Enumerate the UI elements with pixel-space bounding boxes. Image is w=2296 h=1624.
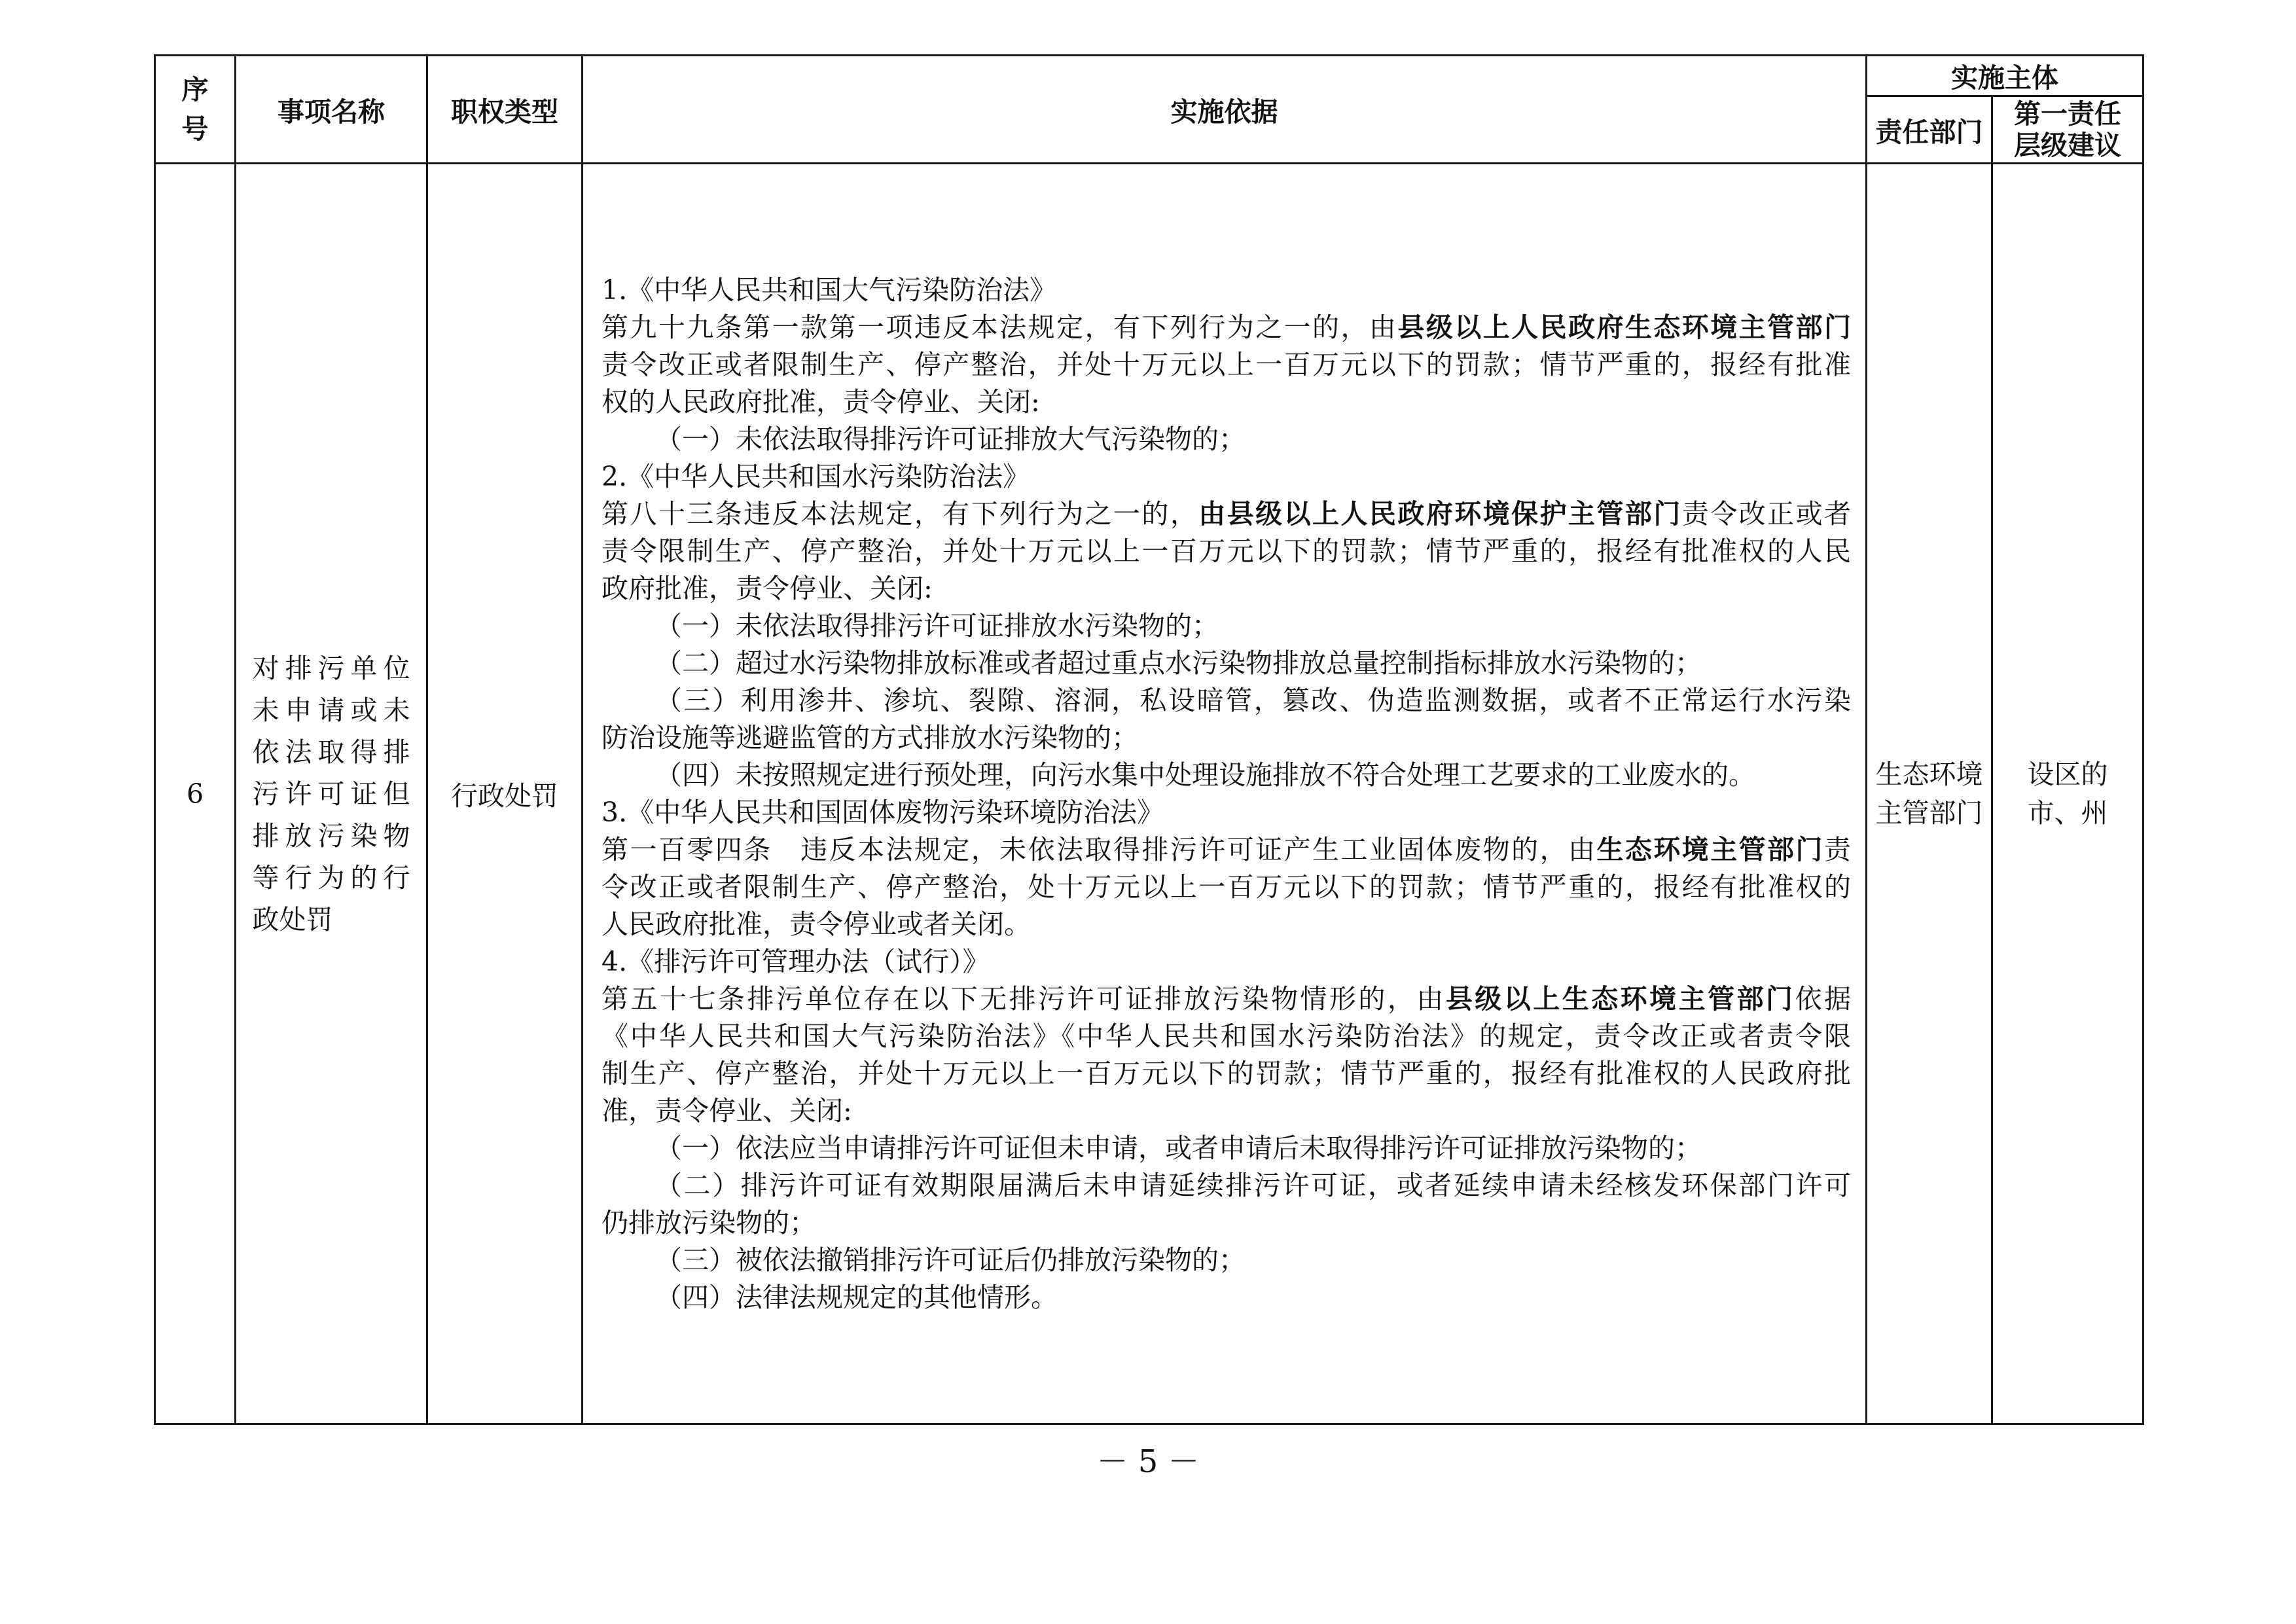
- authority-highlight: 县级以上生态环境主管部门: [1445, 983, 1795, 1015]
- header-item-name: 事项名称: [236, 56, 427, 164]
- header-level: [1992, 96, 2144, 164]
- article-text: 第九十九条第一款第一项违反本法规定，有下列行为之一的，由: [601, 311, 1398, 343]
- clause-text: （一）未依法取得排污许可证排放大气污染物的；: [655, 423, 1246, 455]
- clause-line: [601, 757, 1851, 794]
- article-text: 人民政府批准，责令停业或者关闭。: [601, 908, 1031, 940]
- article-line: [601, 496, 1851, 533]
- article-text: 制生产、停产整治，并处十万元以上一百万元以下的罚款；情节严重的，报经有批准权的人民政府批: [601, 1057, 1851, 1089]
- item-name-text: 对排污单位未申请或未依法取得排污许可证但排放污染物等行为的行政处罚: [252, 652, 410, 935]
- clause-line: [601, 1167, 1851, 1204]
- authority-highlight: 由县级以上人民政府环境保护主管部门: [1198, 497, 1682, 530]
- clause-line: [601, 1279, 1851, 1316]
- article-line: [601, 1055, 1851, 1092]
- dept-text: 生态环境主管部门: [1875, 758, 1983, 829]
- header-dept: 责任部门: [1867, 96, 1992, 164]
- header-seq-label: 序号: [181, 74, 209, 145]
- law-title: [601, 272, 1851, 309]
- clause-text: （二）排污许可证有效期限届满后未申请延续排污许可证，或者延续申请未经核发环保部门许可: [655, 1169, 1851, 1201]
- article-line: [601, 570, 1851, 607]
- article-line: [601, 533, 1851, 570]
- page-number: － 5 －: [1096, 1443, 1200, 1480]
- article-line: [601, 981, 1851, 1018]
- article-text: 责令改正或者限制生产、停产整治，并处十万元以上一百万元以下的罚款；情节严重的，报经有批准: [601, 348, 1851, 380]
- header-power-type: 职权类型: [427, 56, 583, 164]
- article-text: 依据: [1795, 983, 1852, 1015]
- article-line: [601, 1018, 1851, 1055]
- law-title: [601, 943, 1851, 981]
- clause-line: [601, 645, 1851, 682]
- article-line: [601, 831, 1851, 869]
- article-text: 权的人民政府批准，责令停业、关闭:: [601, 386, 1040, 418]
- cell-dept: [1867, 164, 1992, 1424]
- article-line: [601, 346, 1851, 384]
- law-title-text: 4.《排污许可管理办法（试行）》: [601, 945, 990, 977]
- article-line: [601, 384, 1851, 421]
- clause-line: [601, 1204, 1851, 1242]
- header-basis: 实施依据: [583, 56, 1867, 164]
- cell-level: [1992, 164, 2144, 1424]
- article-text: 责令改正或者: [1681, 497, 1852, 530]
- clause-text: （四）未按照规定进行预处理，向污水集中处理设施排放不符合处理工艺要求的工业废水的。: [655, 759, 1755, 791]
- article-text: 政府批准，责令停业、关闭:: [601, 572, 933, 604]
- article-text: 第五十七条排污单位存在以下无排污许可证排放污染物情形的，由: [601, 983, 1446, 1015]
- article-line: [601, 1092, 1851, 1130]
- clause-line: [601, 682, 1851, 719]
- clause-line: [601, 719, 1851, 757]
- cell-item-name: [236, 164, 427, 1424]
- cell-seq: 6: [155, 164, 236, 1424]
- article-text: 责令限制生产、停产整治，并处十万元以上一百万元以下的罚款；情节严重的，报经有批准权的人民: [601, 535, 1851, 567]
- article-text: 第八十三条违反本法规定，有下列行为之一的，: [601, 497, 1199, 530]
- document-sheet: [154, 54, 2142, 1419]
- law-title-text: 1.《中华人民共和国大气污染防治法》: [601, 274, 1057, 306]
- article-text: 令改正或者限制生产、停产整治，处十万元以上一百万元以下的罚款；情节严重的，报经有批准权的: [601, 871, 1851, 903]
- clause-text: （四）法律法规规定的其他情形。: [655, 1281, 1058, 1313]
- clause-text: （三）利用渗井、渗坑、裂隙、溶洞，私设暗管，篡改、伪造监测数据，或者不正常运行水污染: [655, 684, 1851, 716]
- header-row: [155, 56, 2144, 96]
- article-text: 第一百零四条 违反本法规定，未依法取得排污许可证产生工业固体废物的，由: [601, 833, 1597, 865]
- clause-text: （一）依法应当申请排污许可证但未申请，或者申请后未取得排污许可证排放污染物的；: [655, 1132, 1702, 1164]
- clause-line: [601, 421, 1851, 458]
- authority-highlight: 县级以上人民政府生态环境主管部门: [1397, 311, 1852, 343]
- header-seq: [155, 56, 236, 164]
- header-subject: 实施主体: [1867, 56, 2144, 96]
- law-title: [601, 794, 1851, 831]
- basis-text-block: [583, 272, 1865, 1316]
- cell-power-type: 行政处罚: [427, 164, 583, 1424]
- law-title: [601, 458, 1851, 496]
- table-row: [155, 164, 2144, 1424]
- clause-line: [601, 607, 1851, 645]
- law-title-text: 3.《中华人民共和国固体废物污染环境防治法》: [601, 796, 1164, 828]
- power-list-table: [154, 54, 2144, 1425]
- cell-basis: [583, 164, 1867, 1424]
- clause-text: 仍排放污染物的；: [601, 1206, 816, 1238]
- article-line: [601, 869, 1851, 906]
- article-line: [601, 309, 1851, 346]
- clause-line: [601, 1242, 1851, 1279]
- article-text: 责: [1824, 833, 1852, 865]
- article-line: [601, 906, 1851, 943]
- clause-text: （一）未依法取得排污许可证排放水污染物的；: [655, 609, 1219, 641]
- authority-highlight: 生态环境主管部门: [1596, 833, 1825, 865]
- article-text: 《中华人民共和国大气污染防治法》《中华人民共和国水污染防治法》的规定，责令改正或者责令限: [601, 1020, 1851, 1052]
- level-text: 设区的市、州: [2027, 758, 2108, 829]
- clause-text: 防治设施等逃避监管的方式排放水污染物的；: [601, 721, 1138, 753]
- header-level-label: 第一责任层级建议: [2014, 98, 2121, 161]
- clause-line: [601, 1130, 1851, 1167]
- clause-text: （二）超过水污染物排放标准或者超过重点水污染物排放总量控制指标排放水污染物的；: [655, 647, 1702, 679]
- clause-text: （三）被依法撤销排污许可证后仍排放污染物的；: [655, 1244, 1246, 1276]
- law-title-text: 2.《中华人民共和国水污染防治法》: [601, 460, 1030, 492]
- article-text: 准，责令停业、关闭:: [601, 1094, 852, 1127]
